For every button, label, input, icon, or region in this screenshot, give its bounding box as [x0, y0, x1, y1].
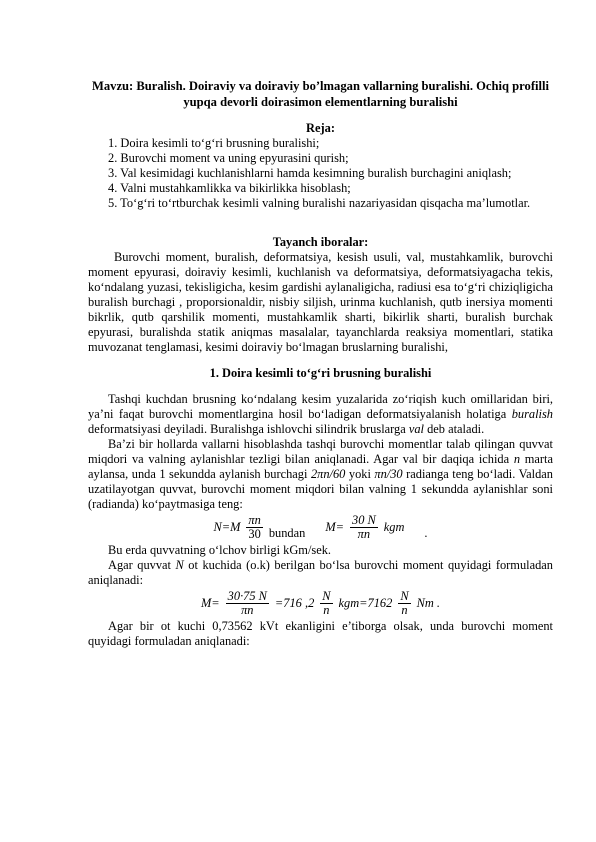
plan-item-2: 2. Burovchi moment va uning epyurasini qurish; — [108, 151, 349, 165]
plan-item-1: 1. Doira kesimli to‘g‘ri brusning buralishi; — [108, 136, 320, 150]
formula-power: N=M $\frac{\pi n}{30}$ bundan M= $\frac{30 N}{\pi n}$ kgm . — [213, 513, 428, 541]
paragraph-3: Bu erda quvvatning o‘lchov birligi kGm/sek. — [108, 543, 331, 557]
formula-moment: M= $\frac{30\cdot 75 N}{\pi n}$ =716 ,2 $\frac{N}{n}$ kgm=7162 $\frac{N}{n}$ Nm . — [200, 589, 441, 617]
plan-item-3: 3. Val kesimidagi kuchlanishlarni hamda kesimning buralish burchagini aniqlash; — [108, 166, 512, 180]
keywords-heading: Tayanch iboralar: — [272, 235, 369, 249]
page-title: Mavzu: Buralish. Doiraviy va doiraviy bo’lmagan vallarning buralishi. Ochiq profilli yupqa devorli doirasimon elementlarning buralishi — [91, 79, 550, 109]
section-1-heading: 1. Doira kesimli to‘g‘ri brusning buralishi — [209, 366, 432, 380]
paragraph-5: Agar bir ot kuchi 0,73562 kVt ekanligini e’tiborga olsak, unda burovchi moment quyidagi formuladan aniqlanadi: — [88, 619, 553, 648]
paragraph-1: Tashqi kuchdan brusning ko‘ndalang kesim yuzalarida zo‘riqish kuch omillaridan biri, ya’ni faqat burovchi momentlargina hosil bo‘ladigan deformatsiyalanish holatiga buralish deformatsiyasi deyiladi. Buralishga ishlovchi silindrik bruslarga val deb ataladi. — [88, 392, 553, 436]
document-page — [88, 78, 553, 649]
plan-heading: Reja: — [306, 121, 335, 135]
paragraph-4: Agar quvvat N ot kuchida (o.k) berilgan bo‘lsa burovchi moment quyidagi formuladan aniqlanadi: — [88, 558, 553, 587]
plan-item-5: 5. To‘g‘ri to‘rtburchak kesimli valning buralishi nazariyasidan qisqacha ma’lumotlar. — [108, 196, 531, 210]
plan-item-4: 4. Valni mustahkamlikka va bikirlikka hisoblash; — [108, 181, 351, 195]
paragraph-2: Ba’zi bir hollarda vallarni hisoblashda tashqi burovchi momentlar talab qilingan quvvat miqdori va valning aylanishlar tezligi bilan aniqlanadi. Agar val bir daqiqa ichida n marta aylansa, unda 1 sekundda aylanish burchagi 2πn/60 yoki πn/30 radianga teng bo‘ladi. Valdan uzatilayotgan quvvat, burovchi moment miqdori bilan valning 1 sekundda aylanishlar soni (radianda) ko‘paytmasiga teng: — [88, 437, 553, 511]
keywords-text: Burovchi moment, buralish, deformatsiya, kesish usuli, val, mustahkamlik, burovchi moment epyurasi, doiraviy kesimli, kuchlanish va deformatsiya, deformatsiyagacha tekis, ko‘ndalang yuzasi, tekisligicha, kesim gardishi aylanaligicha, radiusi esa to‘g‘ri chiziqligicha buralish burchagi , proporsionaldir, nisbiy siljish, urinma kuchlanish, qutb inersiya momenti bikrlik, qutb qarshilik momenti, mustahkamlik sharti, bikirlik sharti, buralish burchak epyurasi, buralishda statik aniqmas masalalar, tayanchlarda reaksiya momentlari, statika muvozanat tenglamasi, kesimi doiraviy bo‘lmagan bruslarning buralishi, — [88, 250, 553, 354]
